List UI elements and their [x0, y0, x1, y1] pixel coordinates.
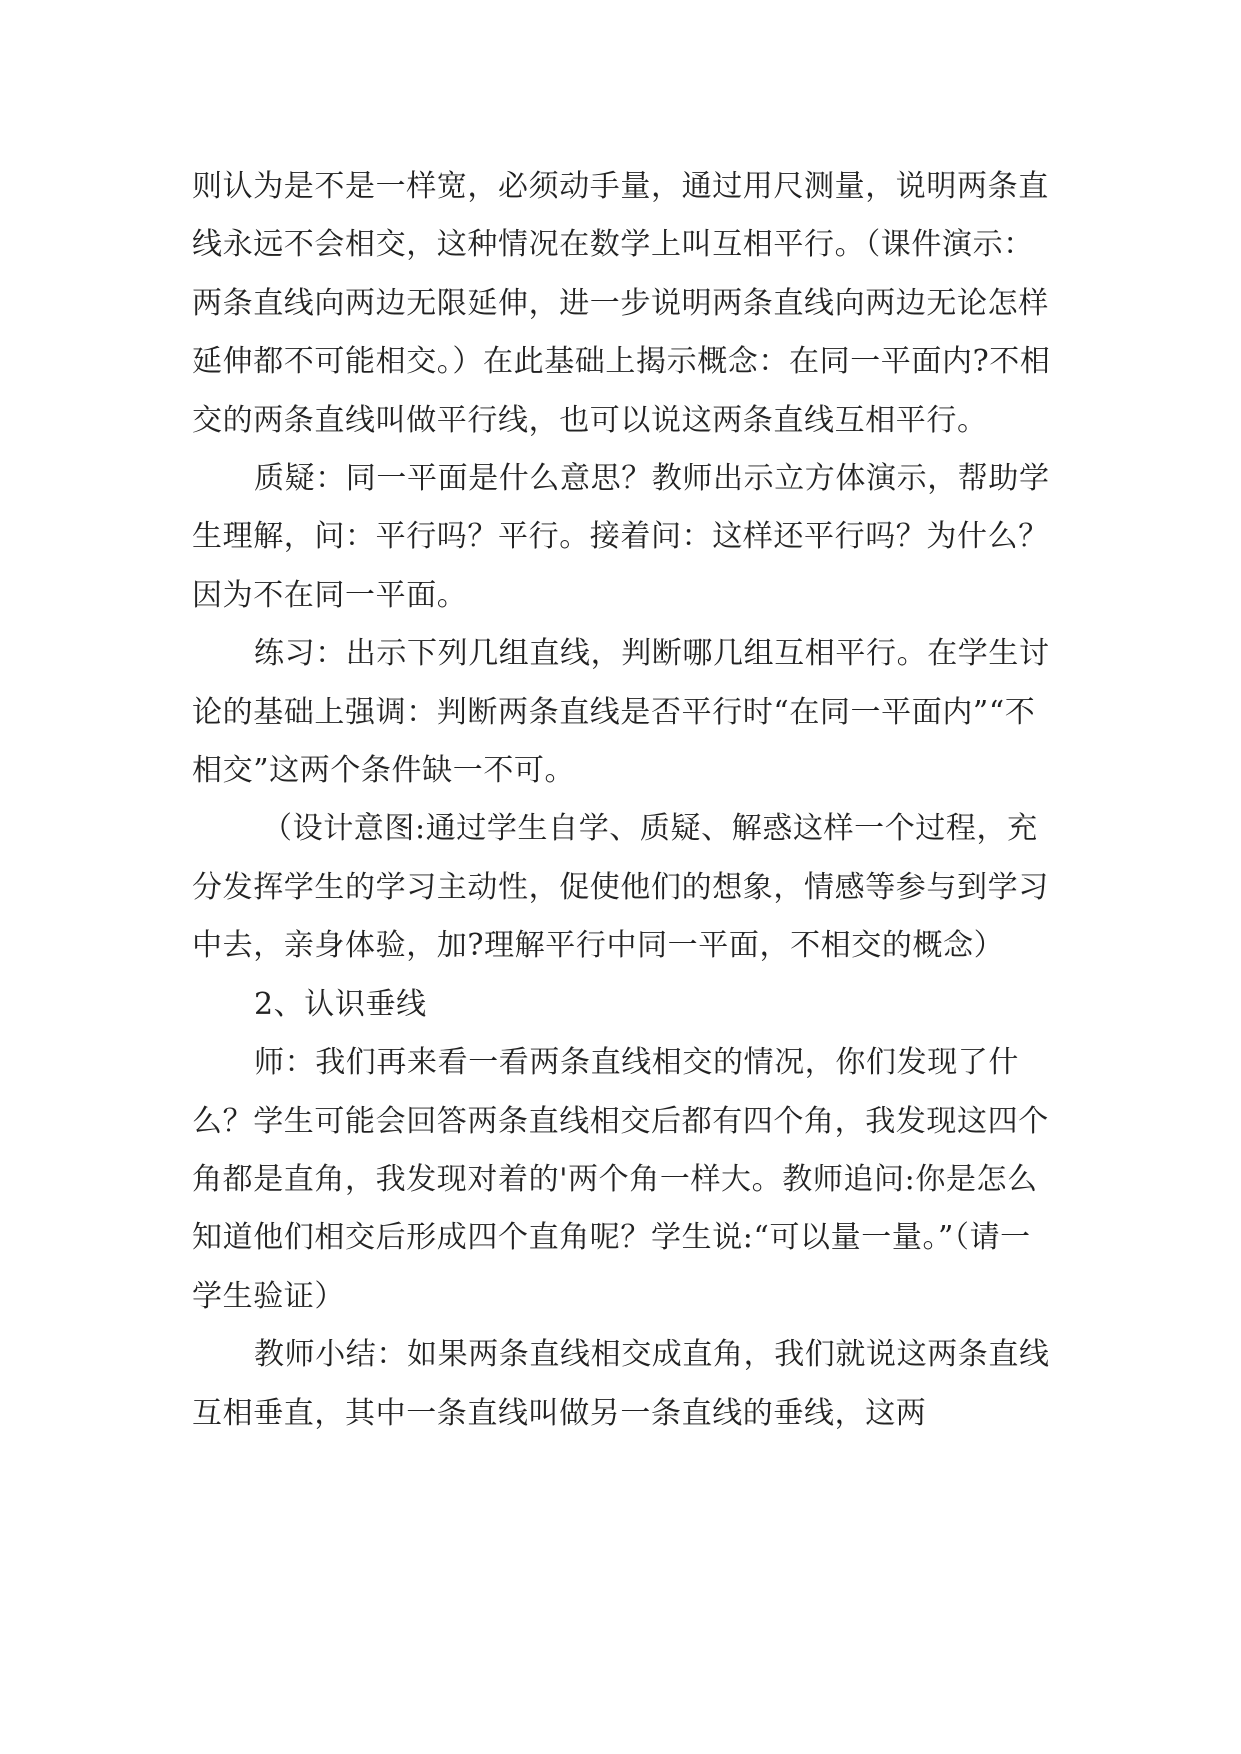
paragraph-exercise: 练习：出示下列几组直线，判断哪几组互相平行。在学生讨论的基础上强调：判断两条直线是否平行时“在同一平面内”“不相交”这两个条件缺一不可。: [192, 636, 1050, 789]
paragraph-teacher-question: 师：我们再来看一看两条直线相交的情况，你们发现了什么？学生可能会回答两条直线相交后都有四个角，我发现这四个角都是直角，我发现对着的'两个角一样大。教师追问:你是怎么知道他们相交后形成四个直角呢？学生说:“可以量一量。”（请一学生验证）: [192, 1045, 1049, 1314]
paragraph-teacher-summary: 教师小结：如果两条直线相交成直角，我们就说这两条直线互相垂直，其中一条直线叫做另一条直线的垂线，这两: [192, 1337, 1050, 1431]
section-heading-perpendicular: 2、认识垂线: [254, 986, 427, 1022]
paragraph-design-intent: （设计意图:通过学生自学、质疑、解惑这样一个过程，充分发挥学生的学习主动性，促使他们的想象，情感等参与到学习中去，亲身体验，加?理解平行中同一平面，不相交的概念）: [192, 811, 1049, 964]
paragraph-questioning: 质疑：同一平面是什么意思？教师出示立方体演示，帮助学生理解，问：平行吗？平行。接着问：这样还平行吗？为什么？因为不在同一平面。: [192, 461, 1050, 613]
paragraph-parallel-definition: 则认为是不是一样宽，必须动手量，通过用尺测量，说明两条直线永远不会相交，这种情况在数学上叫互相平行。（课件演示：两条直线向两边无限延伸，进一步说明两条直线向两边无论怎样延伸都不可能相交。）在此基础上揭示概念：在同一平面内?不相交的两条直线叫做平行线，也可以说这两条直线互相平行。: [192, 169, 1051, 438]
body-text: [192, 158, 1052, 1443]
